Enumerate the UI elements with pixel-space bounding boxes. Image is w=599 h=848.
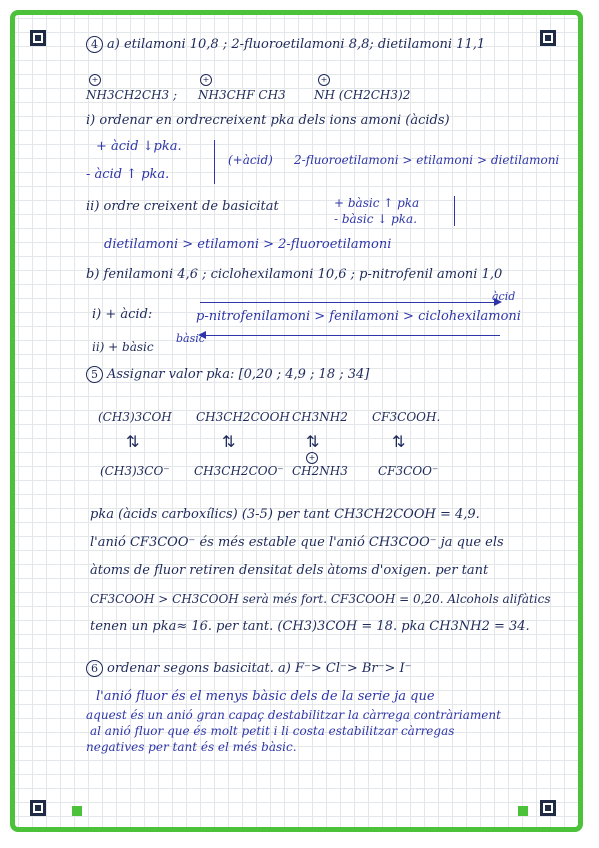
q4-item-ii: ii) ordre creixent de basicitat <box>86 199 279 214</box>
q6-number: 6 <box>86 660 103 677</box>
acid-formula-4: CF3COOH. <box>372 410 441 424</box>
q4-b-header: b) fenilamoni 4,6 ; ciclohexilamoni 10,6 ; p-nitrofenil amoni 1,0 <box>86 267 503 282</box>
q4-header <box>86 36 485 54</box>
q5-paragraph-line-2: l'anió CF3COO⁻ és més estable que l'anió CH3COO⁻ ja que els <box>90 535 504 550</box>
plus-charge-icon: + <box>200 74 212 86</box>
q6-line-1: l'anió fluor és el menys bàsic dels de la serie ja que <box>96 689 435 704</box>
q6-line-3: al anió fluor que és molt petit i li costa estabilitzar càrregas <box>90 724 455 738</box>
basic-down-note: - bàsic ↓ pka. <box>334 212 418 226</box>
b-item-ii: ii) + bàsic <box>92 340 154 354</box>
corner-marker-icon <box>30 800 46 816</box>
b-item-i: i) + àcid: <box>92 307 153 322</box>
q6-line-2: aquest és un anió gran capaç destabilitzar la càrrega contràriament <box>86 708 501 722</box>
q6-header-text: ordenar segons basicitat. a) F⁻> Cl⁻> Br⁻> I⁻ <box>107 661 412 676</box>
q4-number: 4 <box>86 36 103 53</box>
equilibrium-arrow-icon: ⇅ <box>126 432 136 451</box>
basic-arrow <box>200 335 500 336</box>
formula-fluoroetilamoni: NH3CHF CH3 <box>198 88 286 102</box>
plus-charge-icon: + <box>89 74 101 86</box>
base-formula-4: CF3COO⁻ <box>378 464 439 478</box>
corner-marker-icon <box>540 800 556 816</box>
brace-icon <box>208 140 215 184</box>
green-square-icon <box>72 806 82 816</box>
q5-header <box>86 366 369 384</box>
q6-line-4: negatives per tant és el més bàsic. <box>86 740 297 754</box>
acid-up-note: - àcid ↑ pka. <box>86 167 170 182</box>
corner-marker-icon <box>540 30 556 46</box>
q5-paragraph-line-3: àtoms de fluor retiren densitat dels àtoms d'oxigen. per tant <box>90 563 489 578</box>
q5-paragraph-line-1: pka (àcids carboxílics) (3-5) per tant CH3CH2COOH = 4,9. <box>90 507 480 522</box>
acid-formula-3: CH3NH2 <box>292 410 348 424</box>
plus-acid-note: (+àcid) <box>228 153 273 167</box>
formula-dietilamoni: NH (CH2CH3)2 <box>314 88 411 102</box>
equilibrium-arrow-icon: ⇅ <box>392 432 402 451</box>
b-acid-label: àcid <box>492 290 516 303</box>
equilibrium-arrow-icon: ⇅ <box>222 432 232 451</box>
basic-up-note: + bàsic ↑ pka <box>334 196 420 210</box>
base-formula-2: CH3CH2COO⁻ <box>194 464 284 478</box>
formula-etilamoni: NH3CH2CH3 ; <box>86 88 178 102</box>
q5-header-text: Assignar valor pka: [0,20 ; 4,9 ; 18 ; 34] <box>107 367 370 382</box>
plus-charge-icon: + <box>318 74 330 86</box>
q4-item-i: i) ordenar en ordrecreixent pka dels ions amoni (àcids) <box>86 113 450 128</box>
acid-down-note: + àcid ↓pka. <box>96 139 182 154</box>
corner-marker-icon <box>30 30 46 46</box>
equilibrium-arrow-icon: ⇅ <box>306 432 316 451</box>
b-basic-label: bàsic <box>176 332 205 345</box>
acid-arrow <box>200 302 500 303</box>
basic-order: dietilamoni > etilamoni > 2-fluoroetilamoni <box>104 237 392 252</box>
green-square-icon <box>518 806 528 816</box>
q5-paragraph-line-5: tenen un pka≈ 16. per tant. (CH3)3COH = 18. pka CH3NH2 = 34. <box>90 619 530 634</box>
base-formula-3: CH2NH3 <box>292 464 348 478</box>
q4-a-header: a) etilamoni 10,8 ; 2-fluoroetilamoni 8,8; dietilamoni 11,1 <box>107 37 486 52</box>
acid-order: 2-fluoroetilamoni > etilamoni > dietilamoni <box>294 153 560 167</box>
b-order: p-nitrofenilamoni > fenilamoni > ciclohexilamoni <box>196 309 521 324</box>
q6-header <box>86 660 412 678</box>
q5-paragraph-line-4: CF3COOH > CH3COOH serà més fort. CF3COOH = 0,20. Alcohols alifàtics <box>90 592 551 606</box>
plus-charge-icon: + <box>306 452 318 464</box>
acid-formula-2: CH3CH2COOH <box>196 410 290 424</box>
acid-formula-1: (CH3)3COH <box>98 410 172 424</box>
q5-number: 5 <box>86 366 103 383</box>
brace-icon <box>448 196 455 226</box>
base-formula-1: (CH3)3CO⁻ <box>100 464 170 478</box>
